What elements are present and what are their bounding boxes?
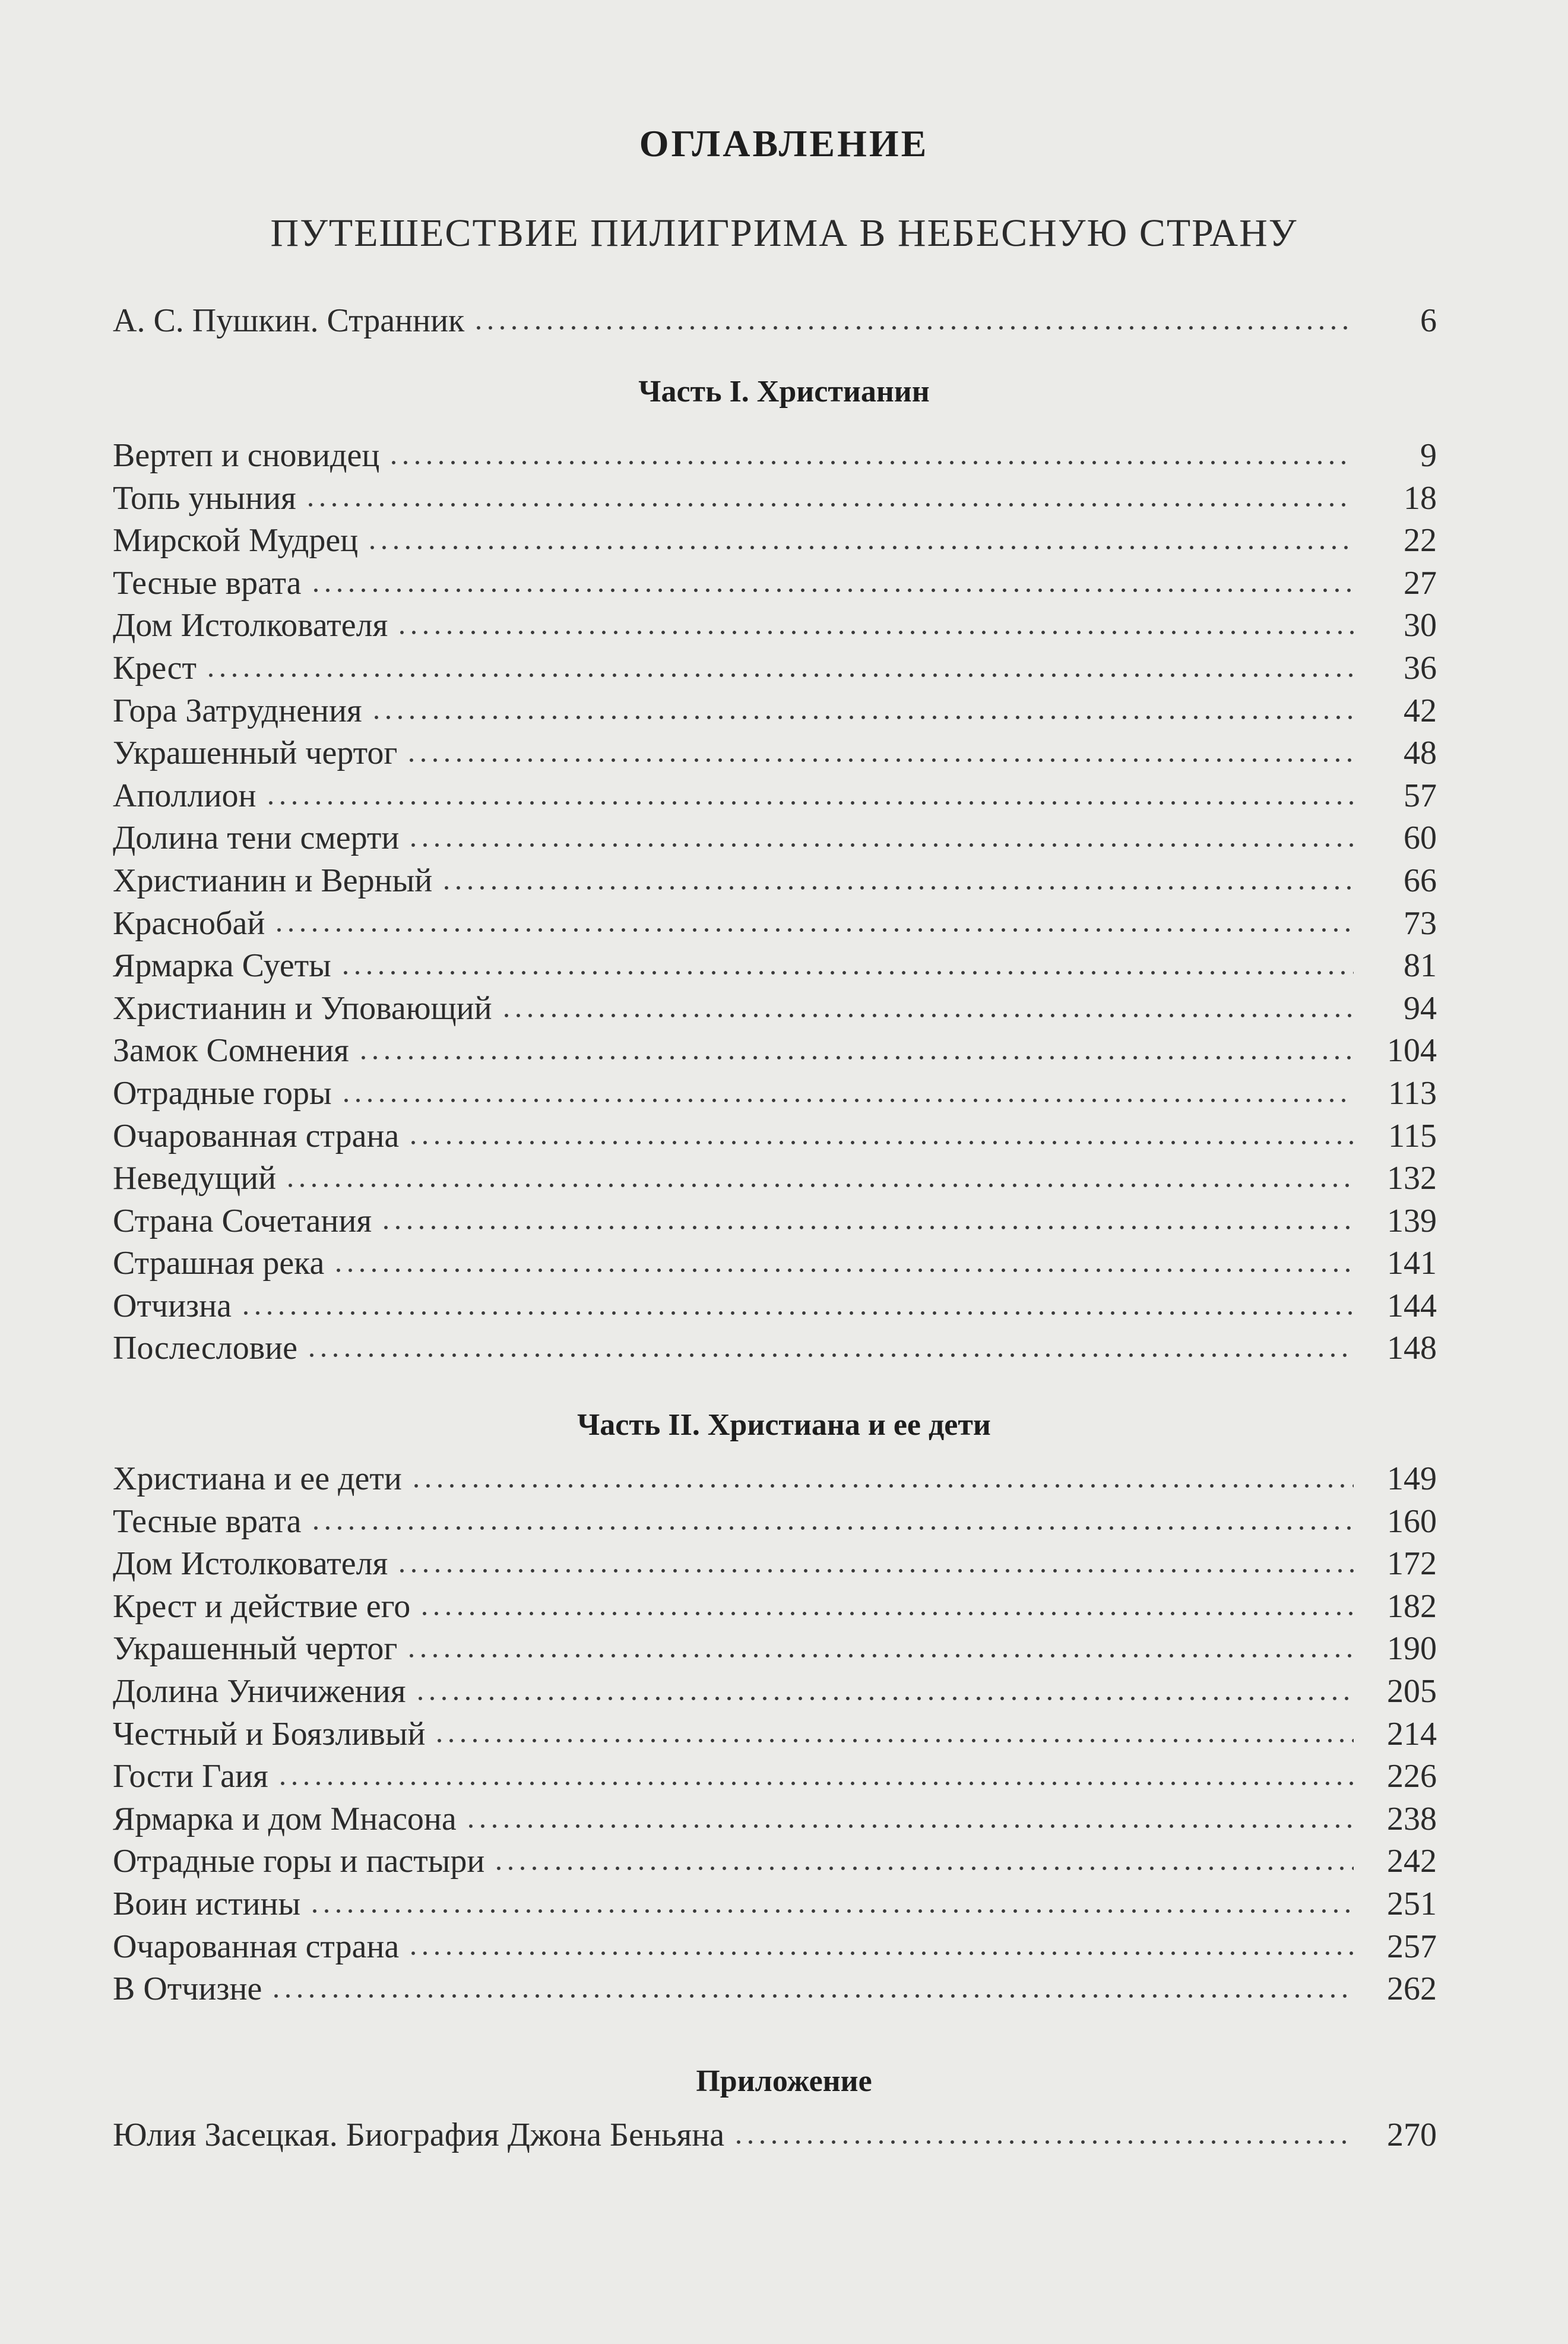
entry-title: Очарованная страна	[113, 1928, 400, 1965]
dot-leader	[407, 1141, 1354, 1144]
dot-leader	[305, 503, 1354, 507]
dot-leader	[473, 326, 1354, 330]
dot-leader	[388, 461, 1354, 464]
entry-title: Юлия Засецкая. Биография Джона Беньяна	[113, 2117, 725, 2153]
toc-entry	[113, 435, 1437, 477]
toc-entry	[113, 1157, 1437, 1200]
entry-title: Христианин и Уповающий	[113, 989, 492, 1027]
entry-title: Страшная река	[113, 1245, 325, 1282]
page-number: 262	[1387, 1970, 1437, 2008]
toc-entry	[113, 903, 1437, 945]
page-number: 182	[1387, 1587, 1437, 1625]
toc-entry	[113, 1242, 1437, 1285]
appendix-list	[113, 2114, 1437, 2157]
page-number: 73	[1404, 904, 1437, 942]
page-number: 42	[1404, 692, 1437, 729]
page-number: 242	[1387, 1843, 1437, 1880]
dot-leader	[493, 1867, 1354, 1870]
entry-title: Послесловие	[113, 1330, 297, 1367]
dot-leader	[414, 1697, 1354, 1700]
dot-leader	[273, 928, 1354, 932]
entry-title: В Отчизне	[113, 1970, 262, 2008]
page-number: 81	[1404, 947, 1437, 985]
dot-leader	[270, 1994, 1354, 1998]
toc-entry	[113, 647, 1437, 690]
entry-title: Топь уныния	[113, 479, 296, 517]
book-title: ПУТЕШЕСТВИЕ ПИЛИГРИМА В НЕБЕСНУЮ СТРАНУ	[270, 211, 1298, 255]
appendix-heading: Приложение	[696, 2064, 872, 2098]
toc-entry	[113, 1713, 1437, 1756]
dot-leader	[332, 1269, 1354, 1272]
page-number: 22	[1404, 522, 1437, 559]
toc-entry	[113, 1798, 1437, 1841]
entry-title: Аполлион	[113, 777, 256, 814]
toc-entry	[113, 732, 1437, 775]
page-number: 94	[1404, 989, 1437, 1027]
entry-title: Христиана и ее дети	[113, 1460, 402, 1497]
dot-leader	[465, 1824, 1354, 1828]
toc-entry	[113, 1968, 1437, 2011]
entry-title: Вертеп и сновидец	[113, 437, 380, 474]
toc-entry	[113, 1200, 1437, 1243]
part1-heading: Часть I. Христианин	[638, 375, 930, 409]
dot-leader	[433, 1739, 1354, 1742]
part2-heading: Часть II. Христиана и ее дети	[577, 1408, 991, 1442]
page-number: 226	[1387, 1758, 1437, 1795]
page-number: 139	[1387, 1202, 1437, 1239]
entry-title: Украшенный чертог	[113, 735, 398, 772]
entry-title: А. С. Пушкин. Странник	[113, 302, 465, 339]
page-number: 30	[1404, 607, 1437, 644]
page-number: 205	[1387, 1672, 1437, 1710]
toc-entry	[113, 1628, 1437, 1671]
toc-entry	[113, 1586, 1437, 1628]
toc-entry	[113, 690, 1437, 733]
entry-title: Дом Истолкователя	[113, 1545, 388, 1583]
dot-leader	[340, 1099, 1354, 1102]
entry-title: Дом Истолкователя	[113, 607, 388, 644]
page-number: 190	[1387, 1630, 1437, 1668]
page-number: 257	[1387, 1928, 1437, 1965]
entry-title: Тесные врата	[113, 1502, 302, 1540]
entry-title: Украшенный чертог	[113, 1630, 398, 1668]
entry-title: Очарованная страна	[113, 1117, 400, 1154]
entry-title: Неведущий	[113, 1160, 277, 1197]
toc-entry	[113, 605, 1437, 647]
dot-leader	[410, 1484, 1354, 1488]
page-number: 148	[1387, 1330, 1437, 1367]
toc-entry	[113, 1926, 1437, 1969]
entry-title: Мирской Мудрец	[113, 522, 359, 559]
page-number: 172	[1387, 1545, 1437, 1583]
toc-entry	[113, 817, 1437, 860]
page-number: 104	[1387, 1032, 1437, 1070]
dot-leader	[406, 758, 1354, 762]
entry-title: Отрадные горы и пастыри	[113, 1843, 485, 1880]
dot-leader	[419, 1612, 1354, 1615]
dot-leader	[370, 716, 1354, 719]
toc-entry	[113, 562, 1437, 605]
page-number: 27	[1404, 564, 1437, 602]
part2-list	[113, 1458, 1437, 2011]
toc-entry	[113, 2114, 1437, 2157]
toc-entry	[113, 1840, 1437, 1883]
page-number: 214	[1387, 1715, 1437, 1753]
toc-entry	[113, 1671, 1437, 1713]
dot-leader	[309, 1909, 1354, 1913]
intro-list	[113, 300, 1437, 343]
dot-leader	[406, 1654, 1354, 1657]
toc-entry	[113, 775, 1437, 818]
dot-leader	[357, 1056, 1354, 1059]
dot-leader	[277, 1782, 1354, 1785]
entry-title: Краснобай	[113, 904, 265, 942]
toc-entry	[113, 477, 1437, 520]
toc-entry	[113, 1501, 1437, 1543]
page-number: 6	[1420, 302, 1437, 339]
dot-leader	[284, 1184, 1354, 1187]
page-number: 149	[1387, 1460, 1437, 1497]
entry-title: Крест и действие его	[113, 1587, 411, 1625]
dot-leader	[396, 631, 1354, 634]
entry-title: Христианин и Верный	[113, 862, 433, 899]
page-number: 9	[1420, 437, 1437, 474]
page-number: 18	[1404, 479, 1437, 517]
toc-entry	[113, 1543, 1437, 1586]
page-number: 251	[1387, 1885, 1437, 1922]
dot-leader	[380, 1226, 1354, 1229]
page-number: 270	[1387, 2117, 1437, 2153]
page-number: 113	[1388, 1074, 1437, 1112]
page-number: 238	[1387, 1800, 1437, 1837]
dot-leader	[306, 1353, 1354, 1357]
toc-entry	[113, 1327, 1437, 1370]
page-number: 36	[1404, 649, 1437, 687]
entry-title: Отчизна	[113, 1287, 232, 1324]
dot-leader	[205, 673, 1354, 677]
entry-title: Ярмарка Суеты	[113, 947, 331, 985]
toc-entry	[113, 1755, 1437, 1798]
entry-title: Честный и Боязливый	[113, 1715, 426, 1753]
toc-entry	[113, 1883, 1437, 1926]
dot-leader	[407, 843, 1354, 847]
entry-title: Крест	[113, 649, 197, 687]
page-number: 115	[1388, 1117, 1437, 1154]
dot-leader	[265, 801, 1354, 805]
page-number: 132	[1387, 1160, 1437, 1197]
dot-leader	[366, 546, 1354, 549]
toc-title: ОГЛАВЛЕНИЕ	[639, 122, 929, 165]
entry-title: Отрадные горы	[113, 1074, 332, 1112]
dot-leader	[310, 1526, 1354, 1530]
toc-entry	[113, 1458, 1437, 1501]
toc-entry	[113, 520, 1437, 562]
page-number: 57	[1404, 777, 1437, 814]
toc-entry	[113, 988, 1437, 1030]
dot-leader	[501, 1014, 1354, 1017]
entry-title: Воин истины	[113, 1885, 301, 1922]
part1-list	[113, 435, 1437, 1370]
entry-title: Тесные врата	[113, 564, 302, 602]
page-number: 66	[1404, 862, 1437, 899]
dot-leader	[733, 2140, 1354, 2144]
entry-title: Долина тени смерти	[113, 820, 400, 857]
page-number: 144	[1387, 1287, 1437, 1324]
toc-entry	[113, 1285, 1437, 1328]
entry-title: Долина Уничижения	[113, 1672, 406, 1710]
dot-leader	[240, 1311, 1354, 1315]
dot-leader	[441, 886, 1354, 890]
entry-title: Гора Затруднения	[113, 692, 362, 729]
dot-leader	[340, 971, 1354, 975]
dot-leader	[396, 1569, 1354, 1573]
toc-entry	[113, 1073, 1437, 1115]
toc-entry	[113, 1030, 1437, 1073]
toc-entry	[113, 1115, 1437, 1158]
entry-title: Страна Сочетания	[113, 1202, 372, 1239]
toc-entry	[113, 860, 1437, 903]
page-number: 48	[1404, 735, 1437, 772]
toc-entry	[113, 300, 1437, 343]
entry-title: Замок Сомнения	[113, 1032, 349, 1070]
dot-leader	[407, 1951, 1354, 1955]
dot-leader	[310, 589, 1354, 592]
page-number: 141	[1387, 1245, 1437, 1282]
entry-title: Гости Гаия	[113, 1758, 268, 1795]
page-number: 160	[1387, 1502, 1437, 1540]
page-number: 60	[1404, 820, 1437, 857]
toc-entry	[113, 945, 1437, 988]
entry-title: Ярмарка и дом Мнасона	[113, 1800, 457, 1837]
